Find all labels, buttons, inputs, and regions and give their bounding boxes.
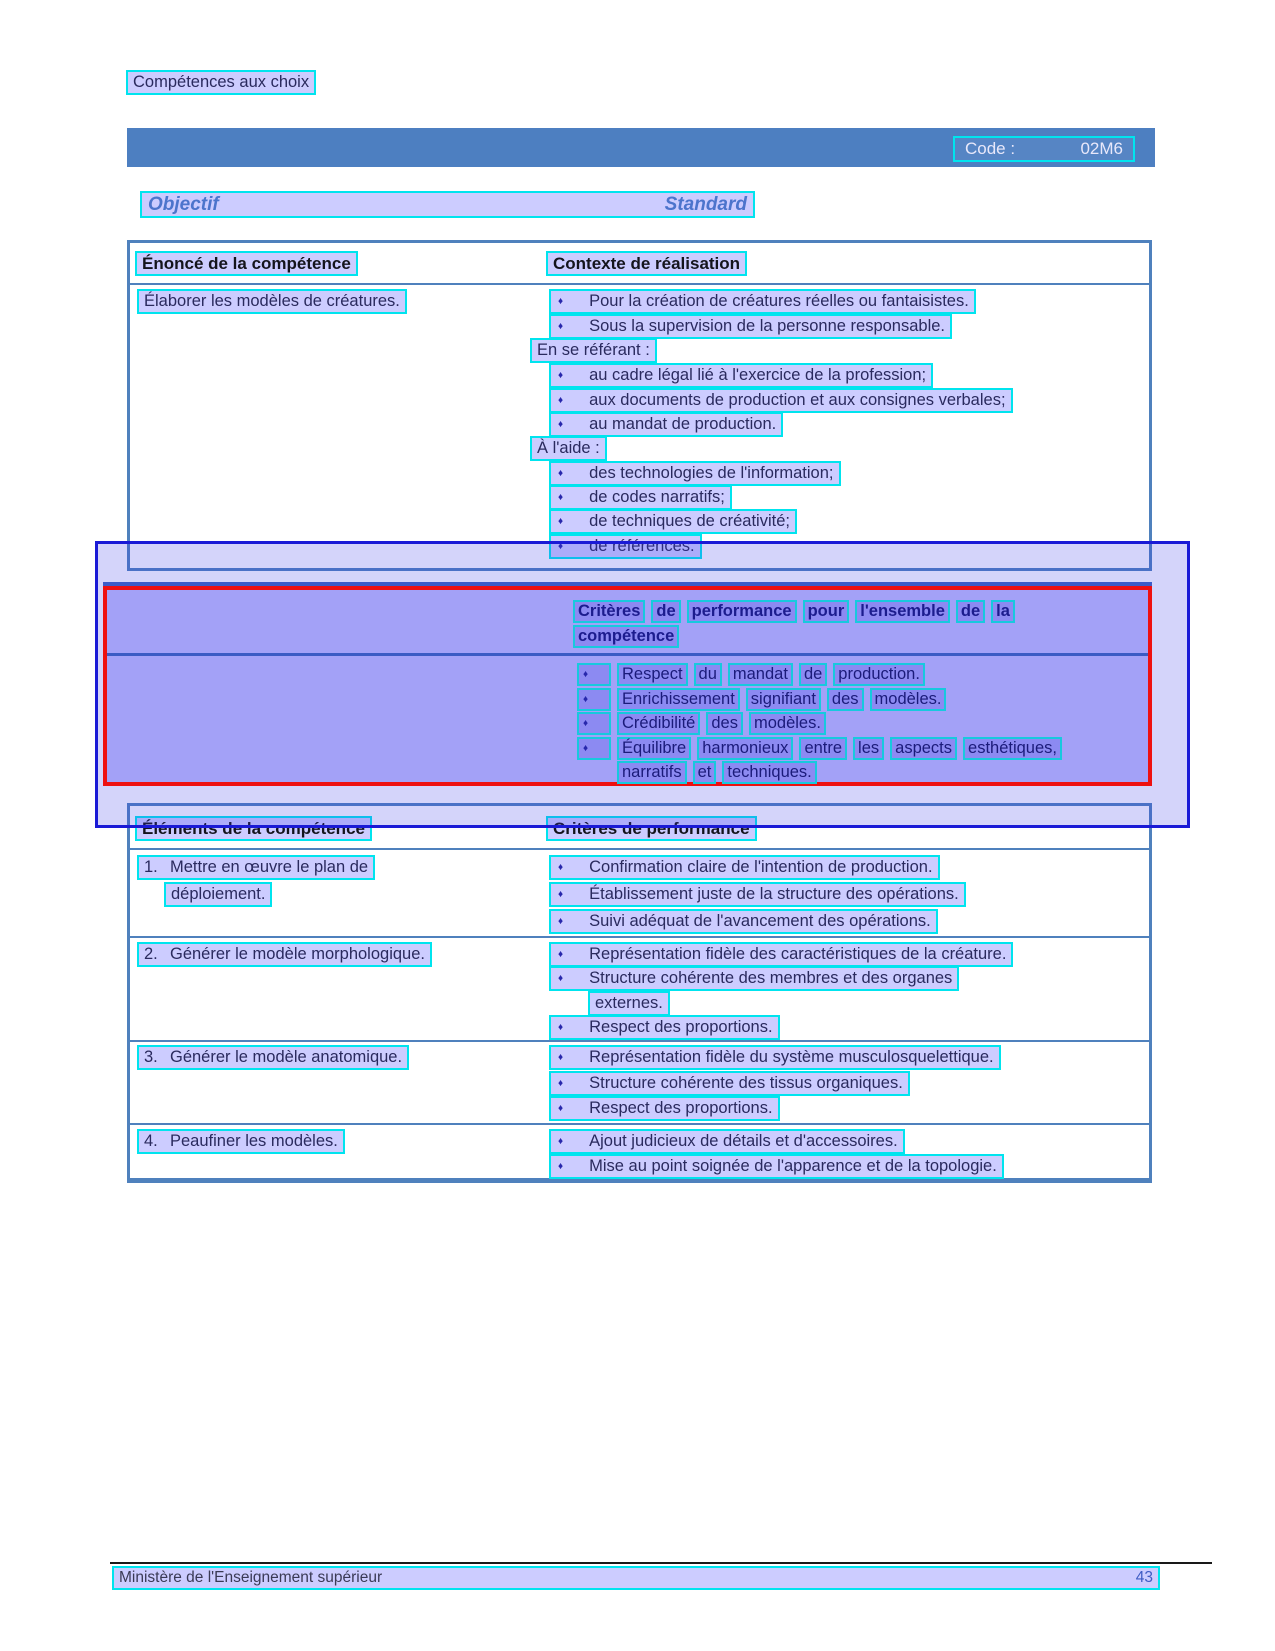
footer-rule [110, 1562, 1212, 1564]
criteria-line: ♦ Respect des proportions. [549, 1096, 780, 1121]
word-chip: des [827, 688, 864, 711]
word-chip: Enrichissement [617, 688, 740, 711]
context-line: ♦ au cadre légal lié à l'exercice de la profession; [549, 363, 933, 388]
word-chip: modèles. [749, 712, 826, 735]
element-label: 4. Peaufiner les modèles. [137, 1129, 345, 1154]
bullet-diamond-icon: ♦ [558, 1052, 564, 1063]
word-chip: l'ensemble [855, 600, 950, 623]
heading-objectif: Objectif [148, 193, 219, 215]
footer [112, 1566, 1160, 1590]
word-chip: signifiant [746, 688, 821, 711]
ensemble-bullet-line [577, 737, 1062, 760]
bullet-diamond-icon: ♦ [558, 1103, 564, 1114]
bullet-diamond-icon: ♦ [558, 468, 564, 479]
word-chip: production. [833, 663, 925, 686]
competence-statement: Élaborer les modèles de créatures. [137, 289, 407, 314]
page-number: 43 [1135, 1569, 1153, 1586]
context-label: À l'aide : [530, 436, 607, 461]
table2-header-right: Critères de performance [546, 816, 757, 841]
bullet-diamond-icon: ♦ [558, 1078, 564, 1089]
bullet-diamond-icon: ♦ [558, 296, 564, 307]
context-line: ♦ aux documents de production et aux consignes verbales; [549, 388, 1013, 413]
ensemble-continuation-line [617, 761, 817, 784]
criteria-line: ♦ Établissement juste de la structure des opérations. [549, 882, 966, 907]
criteria-line: ♦ Représentation fidèle du système musculosquelettique. [549, 1045, 1001, 1070]
criteria-line: ♦ Respect des proportions. [549, 1015, 780, 1040]
context-line: ♦ Sous la supervision de la personne responsable. [549, 314, 952, 339]
context-line: ♦ de techniques de créativité; [549, 509, 797, 534]
criteria-line: ♦ Suivi adéquat de l'avancement des opérations. [549, 909, 938, 934]
bullet-diamond-icon: ♦ [558, 1022, 564, 1033]
ensemble-bullet-line [577, 663, 925, 686]
bullet-diamond-icon: ♦ [558, 419, 564, 430]
table2-row-divider [130, 936, 1149, 938]
word-chip: de [651, 600, 680, 623]
word-chip: compétence [573, 625, 679, 648]
word-chip: esthétiques, [963, 737, 1062, 760]
table1-header-divider [130, 283, 1149, 285]
criteria-line: ♦ Structure cohérente des tissus organiques. [549, 1071, 910, 1096]
bullet-diamond-icon: ♦ [558, 973, 564, 984]
criteria-line: ♦ Mise au point soignée de l'apparence et de la topologie. [549, 1154, 1004, 1179]
criteria-line: ♦ Confirmation claire de l'intention de production. [549, 855, 940, 880]
word-chip: Respect [617, 663, 688, 686]
code-badge [953, 136, 1135, 162]
element-label: 1. Mettre en œuvre le plan de [137, 855, 375, 880]
table2-header-divider [130, 848, 1149, 850]
word-chip: performance [687, 600, 797, 623]
context-line: ♦ des technologies de l'information; [549, 461, 841, 486]
criteria-line: ♦ Représentation fidèle des caractéristiques de la créature. [549, 942, 1013, 967]
word-chip: et [693, 761, 717, 784]
bullet-diamond-icon: ♦ [577, 712, 611, 735]
competence-table [127, 240, 1152, 571]
ensemble-header-line [573, 600, 1015, 623]
page-title-text: Compétences aux choix [133, 73, 310, 91]
page-title [126, 70, 316, 95]
word-chip: aspects [890, 737, 957, 760]
word-chip: pour [803, 600, 850, 623]
bullet-diamond-icon: ♦ [558, 321, 564, 332]
section-heading [140, 191, 755, 218]
bullet-diamond-icon: ♦ [558, 395, 564, 406]
criteria-line-cont: externes. [588, 991, 670, 1016]
table1-header-left: Énoncé de la compétence [135, 251, 358, 276]
context-line: ♦ de références. [549, 534, 702, 559]
code-label: Code : [965, 139, 1016, 158]
elements-table [127, 803, 1152, 1183]
word-chip: la [991, 600, 1015, 623]
word-chip: les [853, 737, 884, 760]
bullet-diamond-icon: ♦ [577, 737, 611, 760]
bullet-diamond-icon: ♦ [558, 1136, 564, 1147]
bullet-diamond-icon: ♦ [577, 688, 611, 711]
heading-standard: Standard [664, 193, 747, 215]
bullet-diamond-icon: ♦ [558, 889, 564, 900]
code-value: 02M6 [1080, 139, 1123, 158]
word-chip: Critères [573, 600, 645, 623]
word-chip: de [956, 600, 985, 623]
criteria-line: ♦ Structure cohérente des membres et des organes [549, 966, 959, 991]
header-bar [127, 128, 1155, 167]
bullet-diamond-icon: ♦ [577, 663, 611, 686]
criteria-line: ♦ Ajout judicieux de détails et d'accessoires. [549, 1129, 905, 1154]
bullet-diamond-icon: ♦ [558, 862, 564, 873]
ensemble-bullet-line [577, 712, 826, 735]
word-chip: du [694, 663, 722, 686]
element-label: 3. Générer le modèle anatomique. [137, 1045, 409, 1070]
table2-header-left: Éléments de la compétence [135, 816, 372, 841]
ensemble-header-line [573, 625, 679, 648]
bullet-diamond-icon: ♦ [558, 1161, 564, 1172]
word-chip: mandat [728, 663, 793, 686]
footer-text: Ministère de l'Enseignement supérieur [119, 1569, 383, 1586]
ensemble-divider [107, 653, 1148, 656]
bullet-diamond-icon: ♦ [558, 949, 564, 960]
bullet-diamond-icon: ♦ [558, 492, 564, 503]
word-chip: techniques. [722, 761, 816, 784]
word-chip: des [706, 712, 743, 735]
bullet-diamond-icon: ♦ [558, 370, 564, 381]
word-chip: de [799, 663, 827, 686]
red-annotation-box [103, 586, 1152, 786]
context-label: En se référant : [530, 338, 657, 363]
table2-row-divider [130, 1040, 1149, 1042]
ensemble-bullet-line [577, 688, 946, 711]
context-line: ♦ de codes narratifs; [549, 485, 732, 510]
element-label-cont: déploiement. [164, 882, 272, 907]
word-chip: Crédibilité [617, 712, 700, 735]
context-line: ♦ au mandat de production. [549, 412, 783, 437]
context-line: ♦ Pour la création de créatures réelles ou fantaisistes. [549, 289, 976, 314]
word-chip: harmonieux [697, 737, 793, 760]
word-chip: narratifs [617, 761, 687, 784]
bullet-diamond-icon: ♦ [558, 916, 564, 927]
word-chip: entre [799, 737, 847, 760]
ensemble-section [103, 582, 1152, 790]
element-label: 2. Générer le modèle morphologique. [137, 942, 432, 967]
word-chip: modèles. [870, 688, 947, 711]
bullet-diamond-icon: ♦ [558, 541, 564, 552]
table2-row-divider [130, 1123, 1149, 1125]
table1-header-right: Contexte de réalisation [546, 251, 747, 276]
word-chip: Équilibre [617, 737, 691, 760]
bullet-diamond-icon: ♦ [558, 516, 564, 527]
